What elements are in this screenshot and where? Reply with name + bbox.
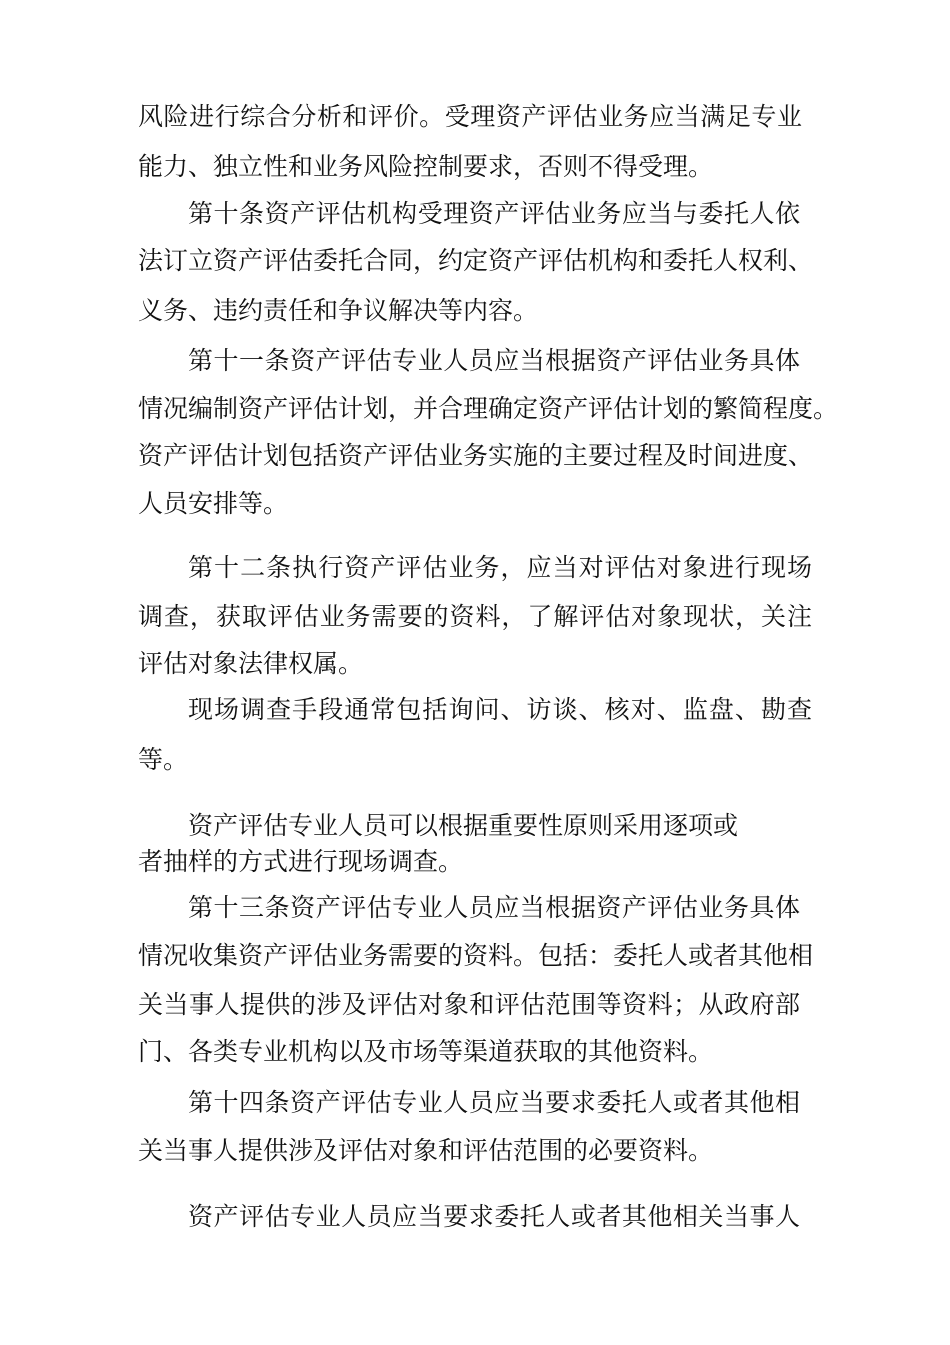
text-line: 法订立资产评估委托合同，约定资产评估机构和委托人权利、 [138,246,814,275]
text-line: 义务、违约责任和争议解决等内容。 [138,296,539,325]
text-line: 第十三条资产评估专业人员应当根据资产评估业务具体 [188,893,801,922]
text-line: 第十一条资产评估专业人员应当根据资产评估业务具体 [188,346,801,375]
text-line: 调查，获取评估业务需要的资料，了解评估对象现状，关注 [138,602,813,631]
text-line: 第十条资产评估机构受理资产评估业务应当与委托人依 [188,199,801,228]
text-line: 资产评估计划包括资产评估业务实施的主要过程及时间进度、 [138,441,814,470]
text-line: 情况收集资产评估业务需要的资料。包括：委托人或者其他相 [138,941,814,970]
text-line: 资产评估专业人员可以根据重要性原则采用逐项或 [188,811,739,840]
text-line: 第十四条资产评估专业人员应当要求委托人或者其他相 [188,1088,801,1117]
text-line: 门、各类专业机构以及市场等渠道获取的其他资料。 [138,1037,714,1066]
text-line: 关当事人提供涉及评估对象和评估范围的必要资料。 [138,1136,714,1165]
text-line: 评估对象法律权属。 [138,649,364,678]
text-line: 等。 [138,745,189,774]
text-line: 能力、独立性和业务风险控制要求，否则不得受理。 [138,152,714,181]
text-line: 现场调查手段通常包括询问、访谈、核对、监盘、勘查 [188,695,814,724]
text-line: 第十二条执行资产评估业务，应当对评估对象进行现场 [188,553,814,582]
text-line: 人员安排等。 [138,489,289,518]
text-line: 情况编制资产评估计划，并合理确定资产评估计划的繁简程度。 [138,394,839,423]
text-line: 者抽样的方式进行现场调查。 [138,847,464,876]
text-line: 资产评估专业人员应当要求委托人或者其他相关当事人 [188,1202,801,1231]
text-line: 关当事人提供的涉及评估对象和评估范围等资料；从政府部 [138,990,801,1019]
text-line: 风险进行综合分析和评价。受理资产评估业务应当满足专业 [138,102,803,131]
